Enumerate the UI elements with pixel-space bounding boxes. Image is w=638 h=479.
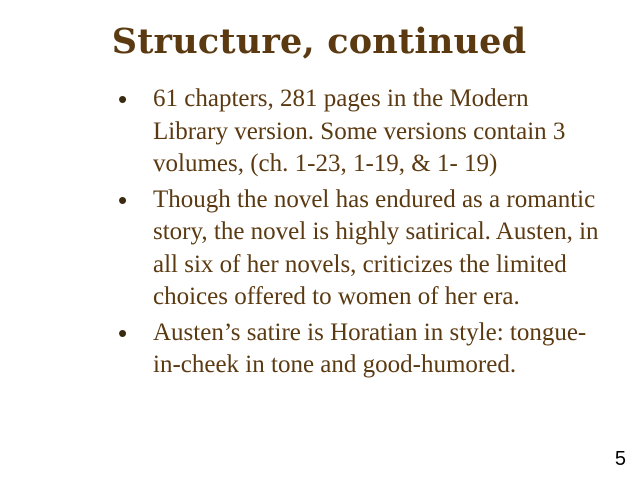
bullet-text: Though the novel has endured as a romantic story, the novel is highly satirical. Austen, in all six of her novels, criticizes the limited choices offered to women of her era. — [153, 185, 599, 310]
bullet-item — [118, 317, 608, 382]
bullet-text: 61 chapters, 281 pages in the Modern Library version. Some versions contain 3 volumes, (ch. 1-23, 1-19, & 1- 19) — [153, 85, 566, 177]
bullet-item — [118, 184, 608, 314]
bullet-list — [118, 83, 608, 385]
bullet-marker: • — [118, 317, 128, 348]
slide-title: Structure, continued — [111, 21, 527, 62]
bullet-marker: • — [118, 184, 128, 215]
bullet-item — [118, 83, 608, 181]
bullet-marker: • — [118, 84, 128, 114]
page-number: 5 — [614, 448, 626, 470]
bullet-text: Austen’s satire is Horatian in style: tongue-in-cheek in tone and good-humored. — [153, 318, 587, 378]
